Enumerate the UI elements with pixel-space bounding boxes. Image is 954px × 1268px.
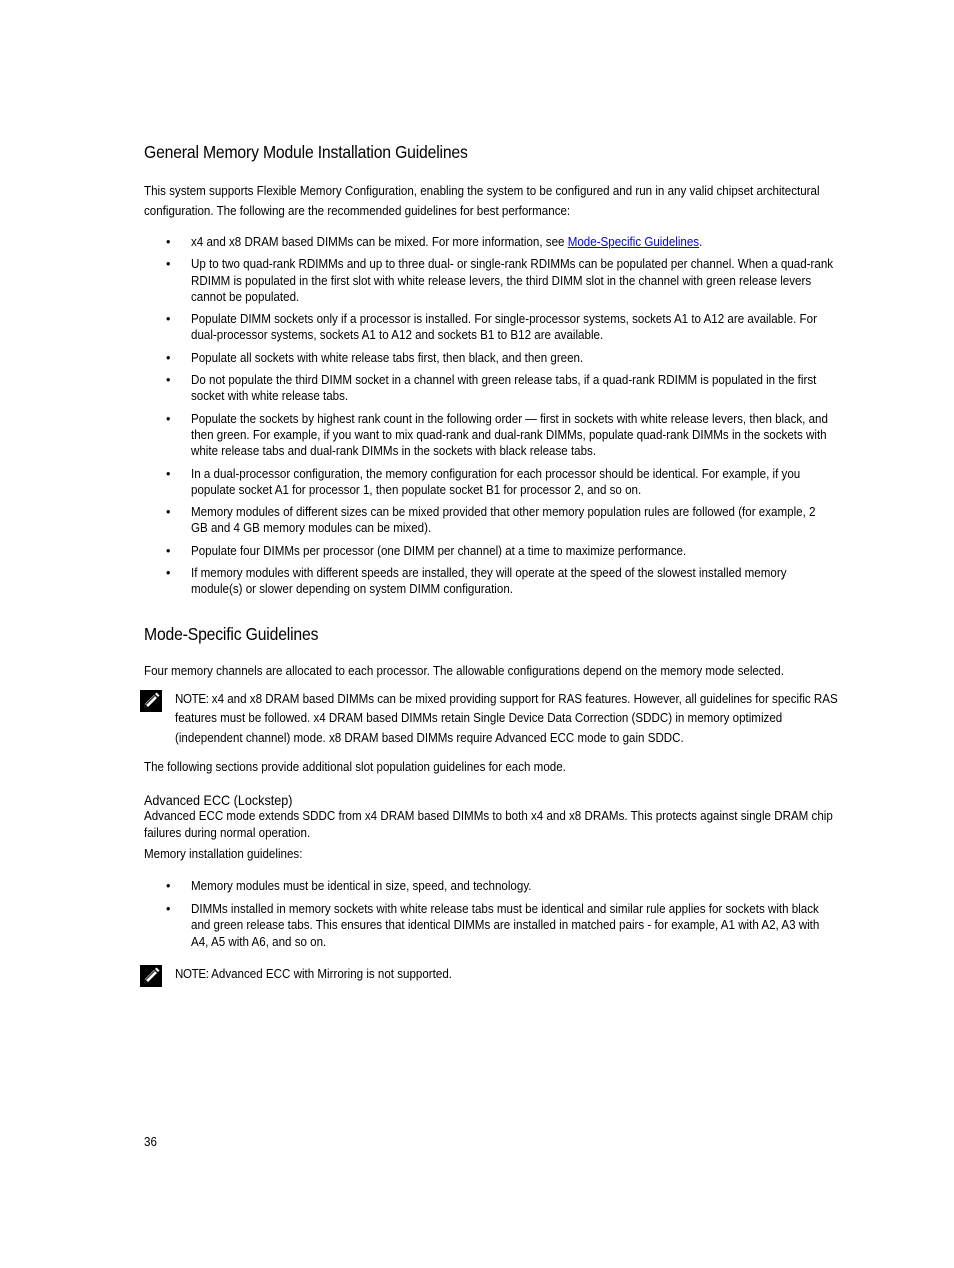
note-text	[175, 965, 839, 984]
bullet-mark: •	[166, 235, 171, 249]
list-item	[144, 543, 844, 559]
list-item	[144, 411, 844, 460]
pencil-note-icon	[140, 965, 162, 987]
page-content	[144, 142, 844, 984]
list-item	[144, 504, 844, 537]
bullet-text-post: .	[699, 235, 703, 249]
bullet-mark: •	[166, 312, 171, 327]
list-item-text: Populate the sockets by highest rank count in the following order — first in sockets with white release levers, then black, and then green. For example, if you want to mix quad-rank and dual-rank DIMMs, populate quad-rank DIMMs in the sockets with white release tabs and dual-rank DIMMs in the sockets with black release tabs.	[191, 411, 828, 459]
bullet-mark: •	[166, 466, 171, 481]
note-label: NOTE:	[175, 692, 209, 707]
section-intro-mode-specific: Four memory channels are allocated to each processor. The allowable configurations depend on the memory mode selected.	[144, 663, 784, 678]
list-item-text: In a dual-processor configuration, the memory configuration for each processor should be identical. For example, if you populate socket A1 for processor 1, then populate socket B1 for processor 2, and so on.	[191, 466, 801, 497]
general-guidelines-list	[144, 234, 844, 598]
advanced-ecc-guidelines-list	[144, 878, 844, 950]
list-item	[144, 256, 844, 305]
list-item-text: Memory modules must be identical in size, speed, and technology.	[191, 878, 532, 893]
bullet-mark: •	[166, 350, 171, 365]
list-item	[144, 234, 844, 250]
mode-specific-guidelines-link[interactable]: Mode-Specific Guidelines	[567, 235, 700, 249]
list-item-text: Memory modules of different sizes can be mixed provided that other memory population rules are followed (for example, 2 GB and 4 GB memory modules can be mixed).	[191, 505, 816, 536]
section-title-mode-specific: Mode-Specific Guidelines	[144, 623, 319, 644]
list-item-text: Do not populate the third DIMM socket in a channel with green release tabs, if a quad-rank RDIMM is populated in the first socket with white release tabs.	[191, 373, 817, 404]
list-item	[144, 311, 844, 344]
list-item-text	[191, 234, 835, 250]
list-item	[144, 565, 844, 598]
paragraph: The following sections provide additional slot population guidelines for each mode.	[144, 759, 566, 774]
section-intro-general: This system supports Flexible Memory Configuration, enabling the system to be configured and run in any valid chipset architectural configuration. The following are the recommended guidelines for best performance:	[144, 184, 820, 218]
paragraph: Memory installation guidelines:	[144, 847, 303, 862]
bullet-mark: •	[166, 505, 171, 520]
paragraph: Advanced ECC mode extends SDDC from x4 DRAM based DIMMs to both x4 and x8 DRAMs. This protects against single DRAM chip failures during normal operation.	[144, 809, 833, 841]
page-number: 36	[144, 1135, 157, 1149]
bullet-mark: •	[166, 257, 171, 272]
bullet-mark: •	[166, 566, 171, 581]
list-item-text: DIMMs installed in memory sockets with white release tabs must be identical and similar rule applies for sockets with black and green release tabs. This ensures that identical DIMMs are installed in matched pairs - for example, A1 with A2, A3 with A4, A5 with A6, and so on.	[191, 902, 820, 949]
subsection-title-advanced-ecc: Advanced ECC (Lockstep)	[144, 792, 293, 809]
pencil-note-icon	[140, 690, 162, 712]
note-label: NOTE:	[175, 966, 209, 981]
bullet-mark: •	[166, 902, 171, 917]
bullet-mark: •	[166, 373, 171, 388]
list-item	[144, 901, 844, 950]
list-item	[144, 466, 844, 499]
bullet-mark: •	[166, 543, 171, 558]
bullet-text-pre: x4 and x8 DRAM based DIMMs can be mixed. For more information, see	[191, 235, 568, 249]
note-block	[144, 965, 844, 984]
list-item-text: If memory modules with different speeds are installed, they will operate at the speed of the slowest installed memory module(s) or slower depending on system DIMM configuration.	[191, 566, 787, 597]
section-title-general: General Memory Module Installation Guidelines	[144, 142, 468, 162]
list-item	[144, 372, 844, 405]
note-body: Advanced ECC with Mirroring is not supported.	[208, 966, 452, 981]
list-item-text: Populate all sockets with white release tabs first, then black, and then green.	[191, 350, 584, 365]
note-block	[144, 690, 844, 748]
note-body: x4 and x8 DRAM based DIMMs can be mixed providing support for RAS features. However, all guidelines for specific RAS features must be followed. x4 DRAM based DIMMs retain Single Device Data Correction (SDDC) in memory optimized (independent channel) mode. x8 DRAM based DIMMs require Advanced ECC mode to gain SDDC.	[175, 692, 838, 745]
list-item	[144, 350, 844, 366]
list-item-text: Populate DIMM sockets only if a processor is installed. For single-processor systems, sockets A1 to A12 are available. For dual-processor systems, sockets A1 to A12 and sockets B1 to B12 are available.	[191, 312, 817, 343]
list-item-text: Populate four DIMMs per processor (one DIMM per channel) at a time to maximize performance.	[191, 543, 687, 558]
bullet-mark: •	[166, 878, 171, 893]
list-item	[144, 878, 844, 894]
note-text	[175, 690, 839, 748]
list-item-text: Up to two quad-rank RDIMMs and up to three dual- or single-rank RDIMMs can be populated per channel. When a quad-rank RDIMM is populated in the first slot with white release levers, the third DIMM slot in the channel with green release levers cannot be populated.	[191, 257, 834, 304]
bullet-mark: •	[166, 411, 171, 426]
